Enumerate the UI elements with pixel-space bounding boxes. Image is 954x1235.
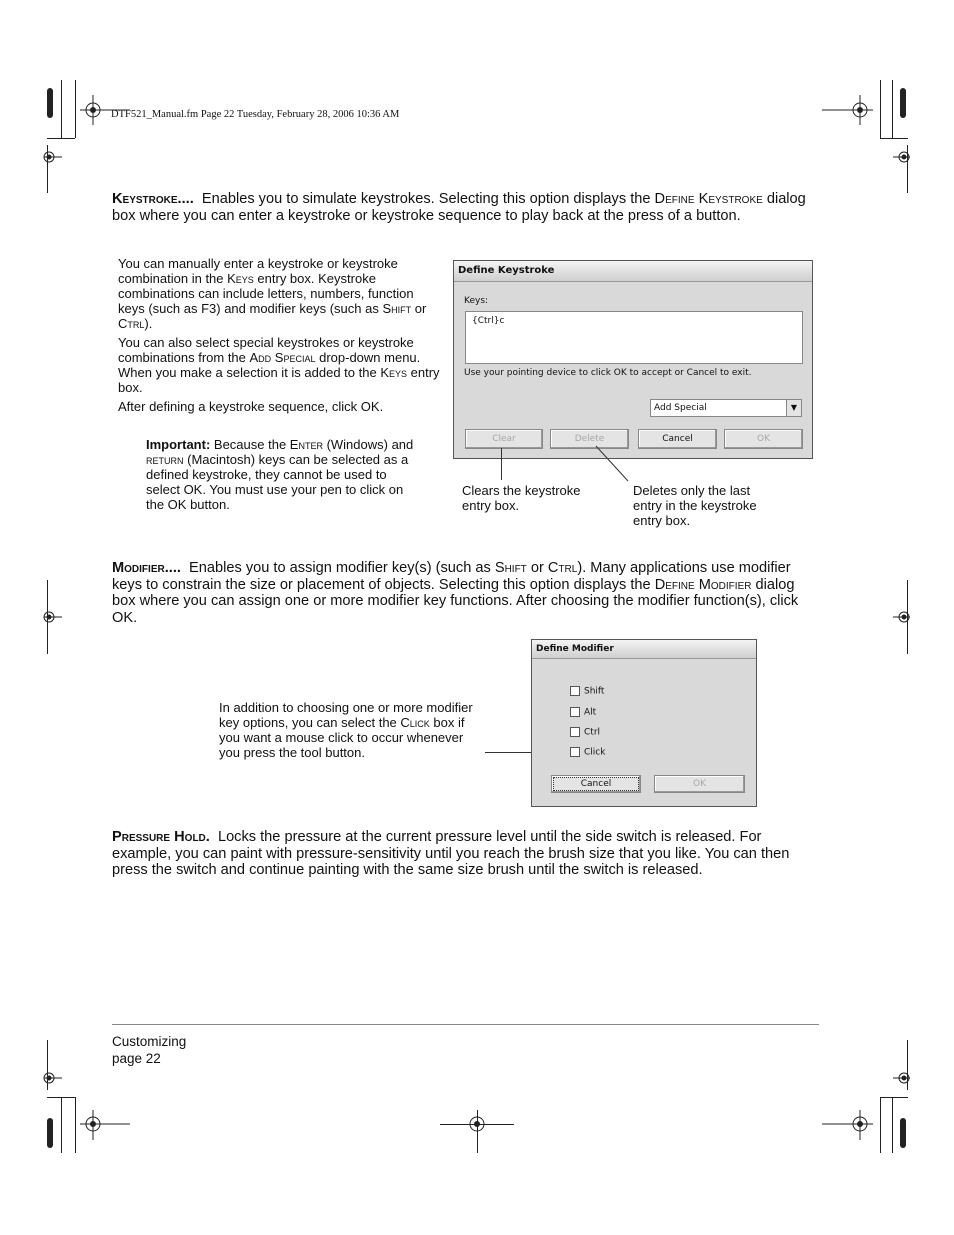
modifier-ok-button[interactable]: OK <box>654 775 745 793</box>
modifier-term: Modifier.... <box>112 560 181 576</box>
chevron-down-icon: ▼ <box>786 400 801 416</box>
define-keystroke-term: Define Keystroke <box>654 191 763 207</box>
alt-option[interactable]: Alt <box>570 707 596 718</box>
define-keystroke-dialog <box>453 260 813 459</box>
define-modifier-term: Define Modifier <box>654 576 752 593</box>
alt-checkbox[interactable] <box>570 707 580 717</box>
modifier-callout: In addition to choosing one or more modifier key options, you can select the Click box if you want a mouse click to occur whenever you press the tool button. <box>219 700 473 760</box>
keys-label: Keys: <box>464 296 489 306</box>
click-option[interactable]: Click <box>570 747 605 758</box>
keystroke-term: Keystroke.... <box>112 191 194 207</box>
clear-callout: Clears the keystroke entry box. <box>462 483 581 513</box>
delete-callout: Deletes only the last entry in the keystroke entry box. <box>633 483 757 528</box>
modifier-cancel-button[interactable]: Cancel <box>551 775 641 793</box>
footer-section: Customizing <box>112 1034 187 1049</box>
ok-button[interactable]: OK <box>724 429 803 449</box>
keystroke-detail-1: You can manually enter a keystroke or keystroke combination in the Keys entry box. Keystroke combinations can include letters, numbers, function keys (such as F3) and modifier keys (such as Shift or Ctrl). <box>118 256 427 331</box>
pressure-hold-term: Pressure Hold. <box>112 829 210 845</box>
ctrl-option[interactable]: Ctrl <box>570 727 600 738</box>
modifier-paragraph: Modifier.... Enables you to assign modifier key(s) (such as Shift or Ctrl). Many applications use modifier keys to constrain the size or placement of objects. Selecting this option displays the Define Modifier dialog box where you can assign one or more modifier key functions. After choosing the modifier function(s), click OK. <box>112 560 799 626</box>
keys-entry-box[interactable] <box>465 311 803 364</box>
clear-button[interactable]: Clear <box>465 429 543 449</box>
add-special-value: Add Special <box>654 403 707 413</box>
delete-button[interactable]: Delete <box>550 429 629 449</box>
pressure-hold-paragraph <box>112 829 812 879</box>
define-keystroke-title: Define Keystroke <box>454 261 812 282</box>
define-modifier-title: Define Modifier <box>532 640 756 659</box>
keystroke-intro-end: dialog box where you can enter a keystroke or keystroke sequence to play back at the press of a button. <box>112 191 806 224</box>
keystroke-detail-2: You can also select special keystrokes or keystroke combinations from the Add Special drop-down menu. When you make a selection it is added to the Keys entry box. <box>118 335 440 395</box>
keys-entry-value: {Ctrl}c <box>472 316 505 326</box>
add-special-dropdown[interactable] <box>650 399 802 417</box>
shift-checkbox[interactable] <box>570 686 580 696</box>
important-label: Important: <box>146 437 211 452</box>
keystroke-intro: Enables you to simulate keystrokes. Selecting this option displays the <box>201 191 655 207</box>
footer-page: page 22 <box>112 1051 161 1066</box>
delete-callout-line <box>590 440 635 485</box>
cancel-button[interactable]: Cancel <box>638 429 717 449</box>
footer <box>112 1033 186 1067</box>
shift-option[interactable]: Shift <box>570 686 604 697</box>
dialog-instruction: Use your pointing device to click OK to accept or Cancel to exit. <box>464 368 752 378</box>
file-meta: DTF521_Manual.fm Page 22 Tuesday, February 28, 2006 10:36 AM <box>111 109 400 120</box>
click-checkbox[interactable] <box>570 747 580 757</box>
footer-rule <box>112 1024 819 1025</box>
pressure-hold-text: Locks the pressure at the current pressure level until the side switch is released. For example, you can paint with pressure-sensitivity until you reach the brush size that you like. You can then press the switch and continue painting with the same size brush until the switch is released. <box>112 829 790 878</box>
ctrl-checkbox[interactable] <box>570 727 580 737</box>
clear-callout-line <box>501 448 502 480</box>
define-modifier-dialog <box>531 639 757 807</box>
keystroke-paragraph <box>112 191 822 224</box>
keystroke-detail-3: After defining a keystroke sequence, click OK. <box>118 399 384 414</box>
important-note: Important: Because the Enter (Windows) and return (Macintosh) keys can be selected as a defined keystroke, they cannot be used to select OK. You must use your pen to click on the OK button. <box>146 437 414 512</box>
keystroke-details <box>118 256 443 414</box>
